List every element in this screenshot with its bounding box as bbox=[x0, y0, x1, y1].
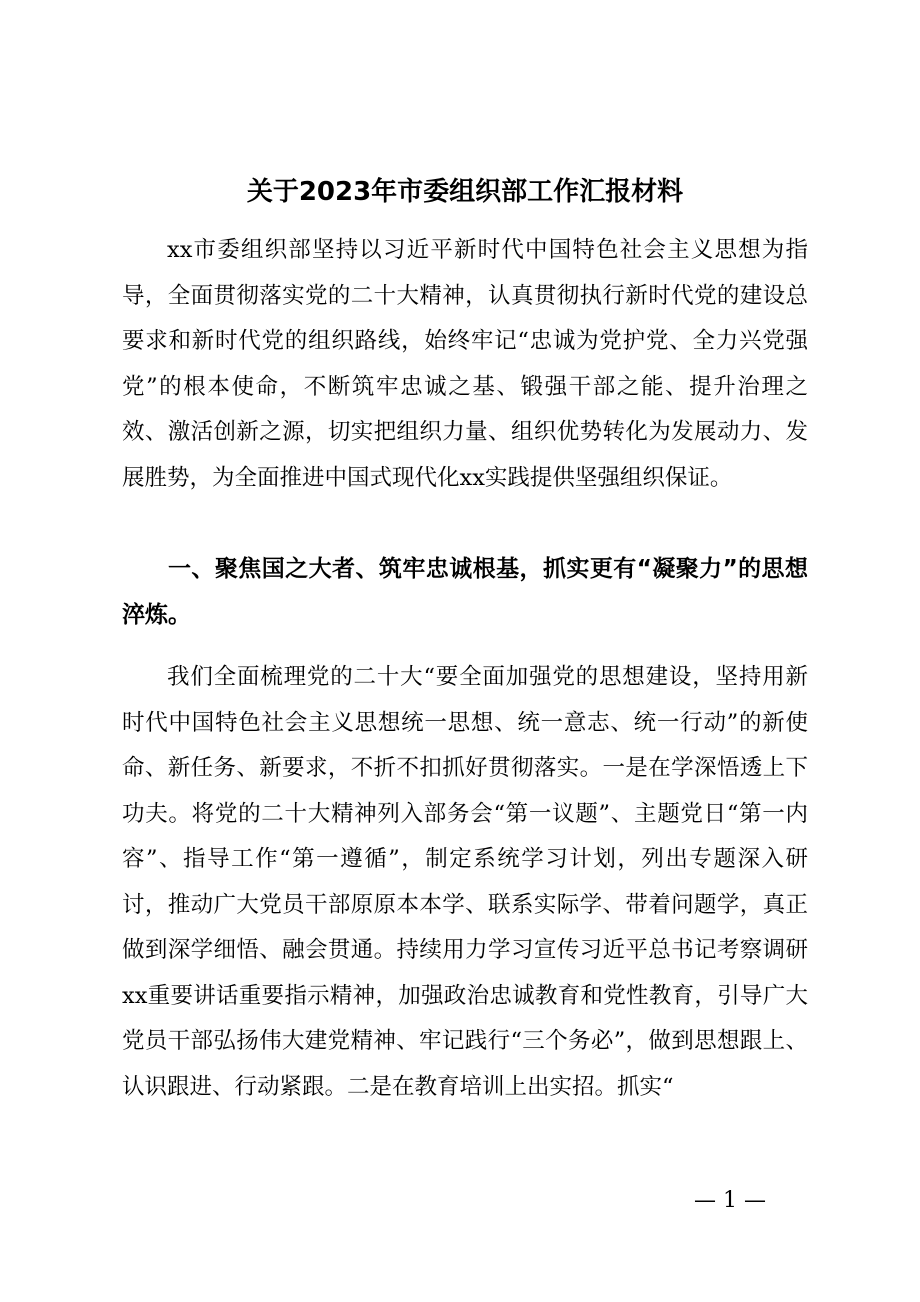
document-title: 关于2023年市委组织部工作汇报材料 bbox=[246, 177, 684, 207]
section-1-body-paragraph: 我们全面梳理党的二十大“要全面加强党的思想建设，坚持用新时代中国特色社会主义思想统一思想、统一意志、统一行动”的新使命、新任务、新要求，不折不扣抓好贯彻落实。一是在学深悟透上下功夫。将党的二十大精神列入部务会“第一议题”、主题党日“第一内容”、指导工作“第一遵循”，制定系统学习计划，列出专题深入研讨，推动广大党员干部原原本本学、联系实际学、带着问题学，真正做到深学细悟、融会贯通。持续用力学习宣传习近平总书记考察调研xx重要讲话重要指示精神，加强政治忠诚教育和党性教育，引导广大党员干部弘扬伟大建党精神、牢记践行“三个务必”，做到思想跟上、认识跟进、行动紧跟。二是在教育培训上出实招。抓实“ bbox=[122, 664, 808, 1100]
page-number: — 1 — bbox=[694, 1188, 766, 1213]
section-heading-1: 一、聚焦国之大者、筑牢忠诚根基，抓实更有“凝聚力”的思想淬炼。 bbox=[122, 556, 808, 628]
intro-paragraph: xx市委组织部坚持以习近平新时代中国特色社会主义思想为指导，全面贯彻落实党的二十大精神，认真贯彻执行新时代党的建设总要求和新时代党的组织路线，始终牢记“忠诚为党护党、全力兴党强党”的根本使命，不断筑牢忠诚之基、锻强干部之能、提升治理之效、激活创新之源，切实把组织力量、组织优势转化为发展动力、发展胜势，为全面推进中国式现代化xx实践提供坚强组织保证。 bbox=[122, 237, 808, 491]
